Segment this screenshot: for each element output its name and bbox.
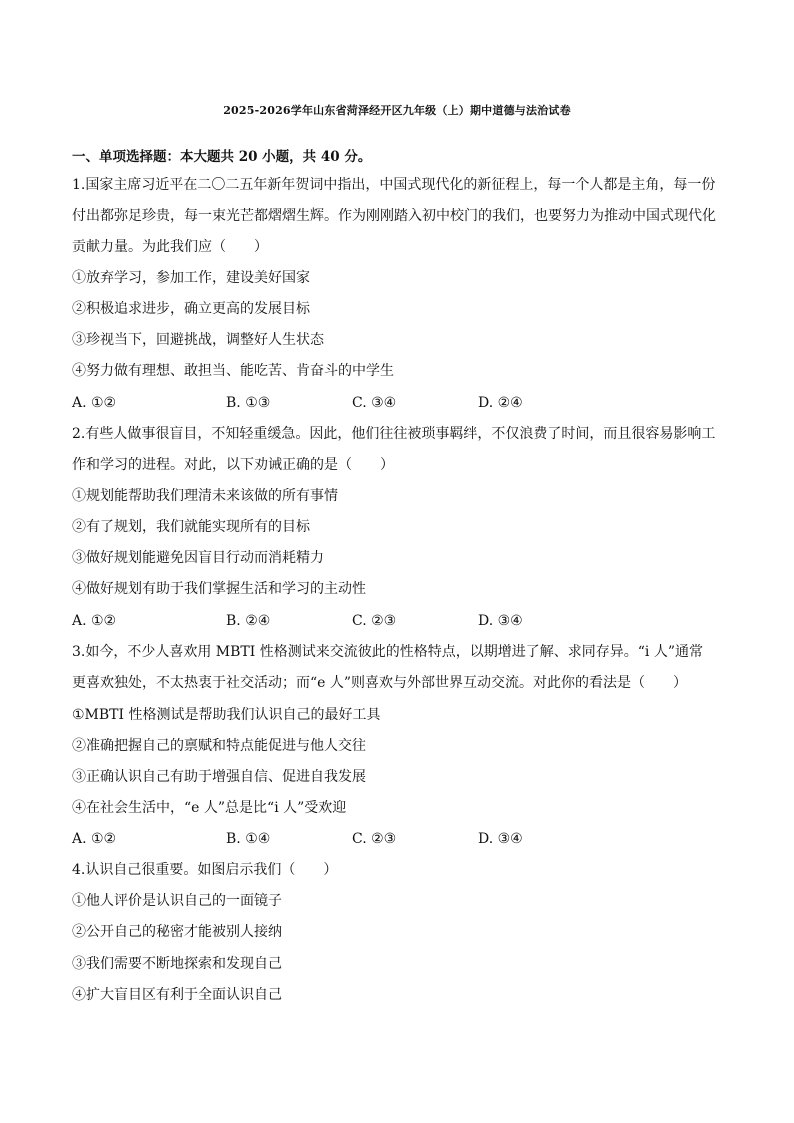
question-3-option-c[interactable]: C. ②③ xyxy=(352,831,397,847)
question-4-item-4: ④扩大盲目区有利于全面认识自己 xyxy=(72,987,282,1003)
question-2-option-b[interactable]: B. ②④ xyxy=(226,613,271,629)
question-3-stem-line-1: 3.如今，不少人喜欢用 MBTI 性格测试来交流彼此的性格特点，以期增进了解、求同存异。“i 人”通常 xyxy=(72,644,703,660)
question-3-item-2: ②准确把握自己的禀赋和特点能促进与他人交往 xyxy=(72,738,366,754)
question-1-item-4: ④努力做有理想、敢担当、能吃苦、肯奋斗的中学生 xyxy=(72,363,394,379)
question-3-item-3: ③正确认识自己有助于增强自信、促进自我发展 xyxy=(72,769,366,785)
question-1-item-1: ①放弃学习，参加工作，建设美好国家 xyxy=(72,270,310,286)
question-1-option-d[interactable]: D. ②④ xyxy=(478,395,523,411)
question-1-option-c[interactable]: C. ③④ xyxy=(352,395,397,411)
question-3-option-d[interactable]: D. ③④ xyxy=(478,831,523,847)
question-1-item-2: ②积极追求进步，确立更高的发展目标 xyxy=(72,301,310,317)
question-3-option-a[interactable]: A. ①② xyxy=(72,831,117,847)
page-title: 2025-2026学年山东省菏泽经开区九年级（上）期中道德与法治试卷 xyxy=(223,104,571,117)
question-3-item-4: ④在社会生活中，“e 人”总是比“i 人”受欢迎 xyxy=(72,800,347,816)
question-2-stem-line-1: 2.有些人做事很盲目，不知轻重缓急。因此，他们往往被琐事羁绊，不仅浪费了时间，而且很容易影响工 xyxy=(72,426,716,442)
question-1-item-3: ③珍视当下，回避挑战，调整好人生状态 xyxy=(72,332,324,348)
question-2-item-2: ②有了规划，我们就能实现所有的目标 xyxy=(72,519,310,535)
question-2-item-1: ①规划能帮助我们理清未来该做的所有事情 xyxy=(72,488,338,504)
question-1-option-b[interactable]: B. ①③ xyxy=(226,395,271,411)
question-1-stem-line-3: 贡献力量。为此我们应（ ） xyxy=(72,239,268,255)
question-1-stem-line-1: 1.国家主席习近平在二〇二五年新年贺词中指出，中国式现代化的新征程上，每一个人都是主角，每一份 xyxy=(72,177,716,193)
question-2-item-4: ④做好规划有助于我们掌握生活和学习的主动性 xyxy=(72,581,366,597)
question-3-option-b[interactable]: B. ①④ xyxy=(226,831,271,847)
question-4-item-2: ②公开自己的秘密才能被别人接纳 xyxy=(72,924,282,940)
question-2-option-c[interactable]: C. ②③ xyxy=(352,613,397,629)
question-2-stem-line-2: 作和学习的进程。对此，以下劝诫正确的是（ ） xyxy=(72,457,394,473)
question-1-option-a[interactable]: A. ①② xyxy=(72,395,117,411)
section-heading: 一、单项选择题：本大题共 20 小题，共 40 分。 xyxy=(72,149,372,165)
question-2-option-a[interactable]: A. ①② xyxy=(72,613,117,629)
question-3-item-1: ①MBTI 性格测试是帮助我们认识自己的最好工具 xyxy=(72,707,381,723)
question-4-stem-line-1: 4.认识自己很重要。如图启示我们（ ） xyxy=(72,862,338,878)
question-2-option-d[interactable]: D. ③④ xyxy=(478,613,523,629)
question-4-item-3: ③我们需要不断地探索和发现自己 xyxy=(72,956,282,972)
question-2-item-3: ③做好规划能避免因盲目行动而消耗精力 xyxy=(72,550,324,566)
question-4-item-1: ①他人评价是认识自己的一面镜子 xyxy=(72,893,282,909)
question-3-stem-line-2: 更喜欢独处，不太热衷于社交活动；而“e 人”则喜欢与外部世界互动交流。对此你的看法是（ ） xyxy=(72,675,688,691)
question-1-stem-line-2: 付出都弥足珍贵，每一束光芒都熠熠生辉。作为刚刚踏入初中校门的我们，也要努力为推动中国式现代化 xyxy=(72,208,716,224)
